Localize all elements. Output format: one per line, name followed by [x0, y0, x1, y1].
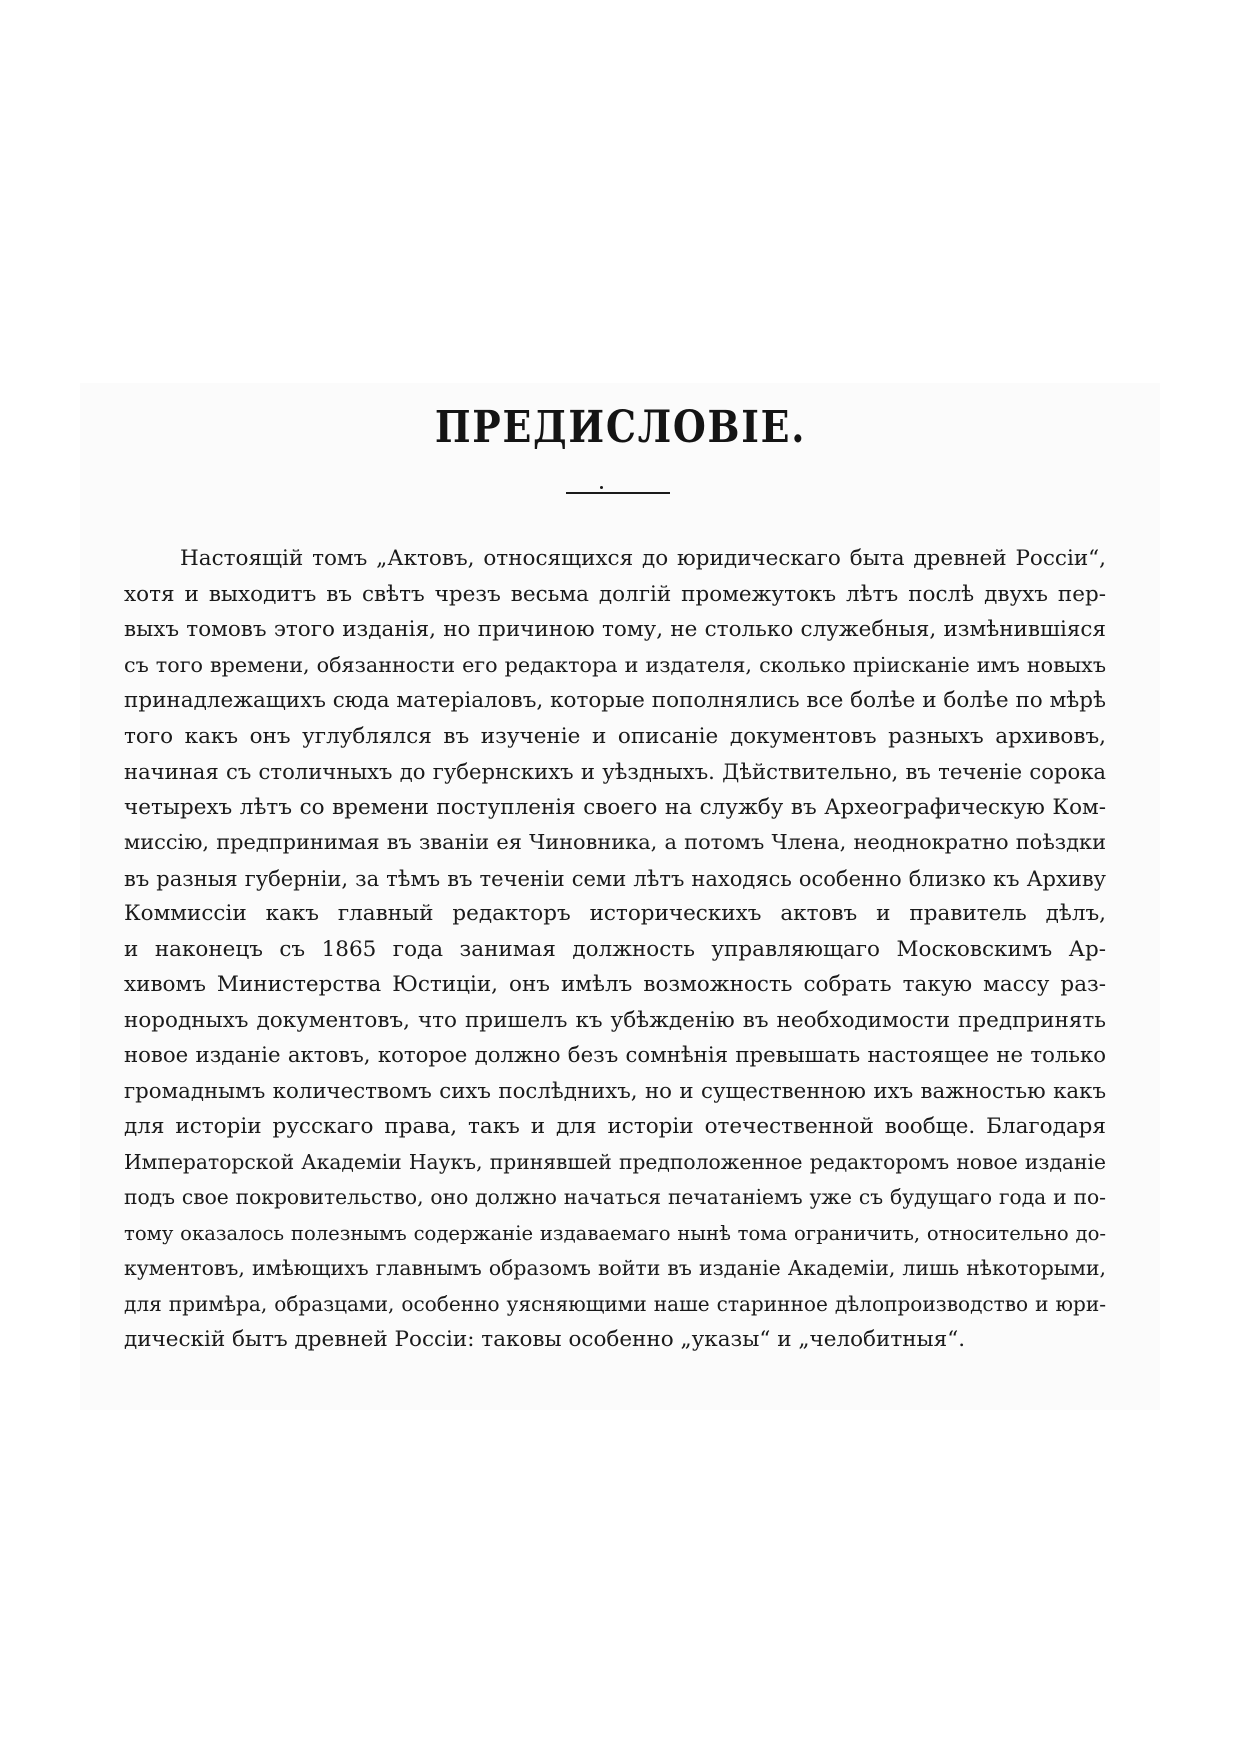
text-line: дическій бытъ древней Россіи: таковы особенно „указы“ и „челобитныя“. — [124, 1327, 966, 1352]
text-line: для исторіи русскаго права, такъ и для исторіи отечественной вообще. Благодаря — [124, 1114, 1106, 1139]
text-line: для примѣра, образцами, особенно уясняющими наше старинное дѣлопроизводство и юри- — [124, 1291, 1106, 1316]
text-line: миссію, предпринимая въ званіи ея Чиновника, а потомъ Члена, неоднократно поѣздки — [124, 830, 1106, 854]
text-line: Настоящій томъ „Актовъ, относящихся до юридическаго быта древней Россіи“, — [180, 546, 1106, 571]
text-line: Коммиссіи какъ главный редакторъ историческихъ актовъ и правитель дѣлъ, — [124, 901, 1106, 926]
text-line: начиная съ столичныхъ до губернскихъ и уѣздныхъ. Дѣйствительно, въ теченіе сорока — [124, 759, 1106, 784]
title-rule-dot — [600, 486, 603, 489]
text-line: и наконецъ съ 1865 года занимая должность управляющаго Московскимъ Ар- — [124, 936, 1106, 962]
text-line: съ того времени, обязанности его редактора и издателя, сколько пріисканіе имъ новыхъ — [124, 652, 1106, 677]
text-line: хотя и выходитъ въ свѣтъ чрезъ весьма долгій промежутокъ лѣтъ послѣ двухъ пер- — [124, 581, 1106, 607]
text-line: подъ свое покровительство, оно должно начаться печатаніемъ уже съ будущаго года и по- — [124, 1185, 1106, 1209]
page-title: ПРЕДИСЛОВІЕ. — [434, 402, 807, 453]
text-line: того какъ онъ углублялся въ изученіе и описаніе документовъ разныхъ архивовъ, — [124, 723, 1106, 749]
text-line: хивомъ Министерства Юстиціи, онъ имѣлъ возможность собрать такую массу раз- — [124, 972, 1106, 997]
text-line: выхъ томовъ этого изданія, но причиною тому, не столько служебныя, измѣнившіяся — [124, 617, 1106, 642]
text-line: кументовъ, имѣющихъ главнымъ образомъ войти въ изданіе Академіи, лишь нѣкоторыми, — [124, 1256, 1106, 1280]
title-divider — [566, 492, 670, 494]
text-line: громаднымъ количествомъ сихъ послѣднихъ, но и существенною ихъ важностью какъ — [124, 1078, 1106, 1104]
text-line: четырехъ лѣтъ со времени поступленія своего на службу въ Археографическую Ком- — [124, 794, 1106, 820]
text-line: въ разныя губерніи, за тѣмъ въ теченіи семи лѣтъ находясь особенно близко къ Архиву — [124, 865, 1106, 891]
text-line: тому оказалось полезнымъ содержаніе издаваемаго нынѣ тома ограничить, относительно до- — [124, 1221, 1106, 1245]
text-line: Императорской Академіи Наукъ, принявшей предположенное редакторомъ новое изданіе — [124, 1149, 1106, 1174]
text-line: новое изданіе актовъ, которое должно безъ сомнѣнія превышать настоящее не только — [124, 1043, 1106, 1068]
preface-paragraph — [124, 541, 1106, 1358]
text-line: принадлежащихъ сюда матеріаловъ, которые пополнялись все болѣе и болѣе по мѣрѣ — [124, 688, 1106, 713]
text-line: нородныхъ документовъ, что пришелъ къ убѣжденію въ необходимости предпринять — [124, 1007, 1106, 1033]
